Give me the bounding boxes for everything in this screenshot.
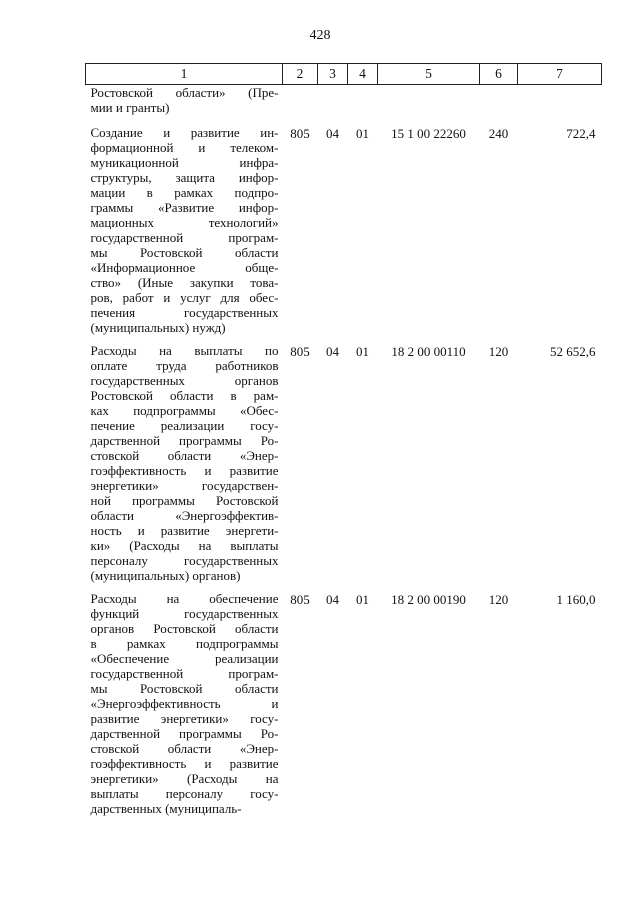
cell-admin-code [283,85,318,126]
description-line: печения государственных [90,305,279,320]
cell-subsection: 01 [356,344,369,359]
cell-section: 04 [326,344,339,359]
cell-amount [518,85,602,126]
description-line: мации в рамках подпро- [90,185,279,200]
description-line: государственных органов [90,373,279,388]
cell-expense-type [480,85,518,126]
description-line: граммы «Развитие инфор- [90,200,279,215]
description-line: (муниципальных) нужд) [90,320,226,335]
description-line: «Энергоэффективность и [90,696,279,711]
cell-admin-code: 805 [290,592,310,607]
cell-section [318,85,348,126]
description-line: ность и развитие энергети- [90,523,279,538]
cell-amount: 1 160,0 [556,592,596,607]
description-line: оплате труда работников [90,358,279,373]
col-header-6: 6 [480,64,518,85]
description-line: мы Ростовской области [90,681,279,696]
cell-target-article: 15 1 00 22260 [391,126,466,141]
description-line: Ростовской области в рам- [90,388,279,403]
description-line: в рамках подпрограммы [90,636,279,651]
description-line: дарственных (муниципаль- [90,801,242,816]
description-line: ство» (Иные закупки това- [90,275,279,290]
col-header-2: 2 [283,64,318,85]
page-number: 428 [309,28,331,43]
cell-expense-type: 240 [488,126,509,141]
description-line: муникационной инфра- [90,155,279,170]
description-line: выплаты персоналу госу- [90,786,279,801]
description-line: структуры, защита инфор- [90,170,279,185]
description-line: мационных технологий» [90,215,279,230]
cell-subsection [348,85,378,126]
description-line: мы Ростовской области [90,245,279,260]
cell-expense-type: 120 [488,344,509,359]
description-line: функций государственных [90,606,279,621]
description-line: органов Ростовской области [90,621,279,636]
description-line: Расходы на обеспечение [90,591,279,606]
cell-section: 04 [326,592,339,607]
description-line: государственной програм- [90,230,279,245]
cell-subsection: 01 [356,126,369,141]
cell-target-article: 18 2 00 00110 [391,344,466,359]
description-line: стовской области «Энер- [90,448,279,463]
description-line: развитие энергетики» госу- [90,711,279,726]
table-row [86,591,602,824]
table-row [86,125,602,343]
cell-admin-code: 805 [290,344,310,359]
description-line: печение реализации госу- [90,418,279,433]
cell-target-article [378,85,480,126]
row-description [86,591,283,824]
table-row [86,343,602,591]
row-description [86,85,283,126]
cell-admin-code: 805 [290,126,310,141]
description-line: Ростовской области» (Пре- [90,85,279,100]
col-header-1: 1 [86,64,283,85]
cell-section: 04 [326,126,339,141]
table-header-row [86,64,602,85]
description-line: персоналу государственных [90,553,279,568]
col-header-3: 3 [318,64,348,85]
row-description [86,125,283,343]
description-line: Расходы на выплаты по [90,343,279,358]
description-line: дарственной программы Ро- [90,433,279,448]
table-row [86,85,602,126]
cell-subsection: 01 [356,592,369,607]
cell-expense-type: 120 [488,592,509,607]
cell-amount: 722,4 [566,126,596,141]
description-line: Создание и развитие ин- [90,125,279,140]
row-description [86,343,283,591]
description-line: ной программы Ростовской [90,493,279,508]
cell-amount: 52 652,6 [550,344,596,359]
description-line: области «Энергоэффектив- [90,508,279,523]
description-line: ров, работ и услуг для обес- [90,290,279,305]
description-line: гоэффективность и развитие [90,756,279,771]
description-line: ках подпрограммы «Обес- [90,403,279,418]
description-line: гоэффективность и развитие [90,463,279,478]
description-line: государственной програм- [90,666,279,681]
description-line: «Обеспечение реализации [90,651,279,666]
description-line: (муниципальных) органов) [90,568,241,583]
col-header-7: 7 [518,64,602,85]
description-line: «Информационное обще- [90,260,279,275]
col-header-5: 5 [378,64,480,85]
description-line: ки» (Расходы на выплаты [90,538,279,553]
description-line: стовской области «Энер- [90,741,279,756]
budget-table [85,63,602,824]
description-line: энергетики» государствен- [90,478,279,493]
cell-target-article: 18 2 00 00190 [391,592,466,607]
description-line: мии и гранты) [90,100,170,115]
col-header-4: 4 [348,64,378,85]
description-line: дарственной программы Ро- [90,726,279,741]
description-line: формационной и телеком- [90,140,279,155]
description-line: энергетики» (Расходы на [90,771,279,786]
